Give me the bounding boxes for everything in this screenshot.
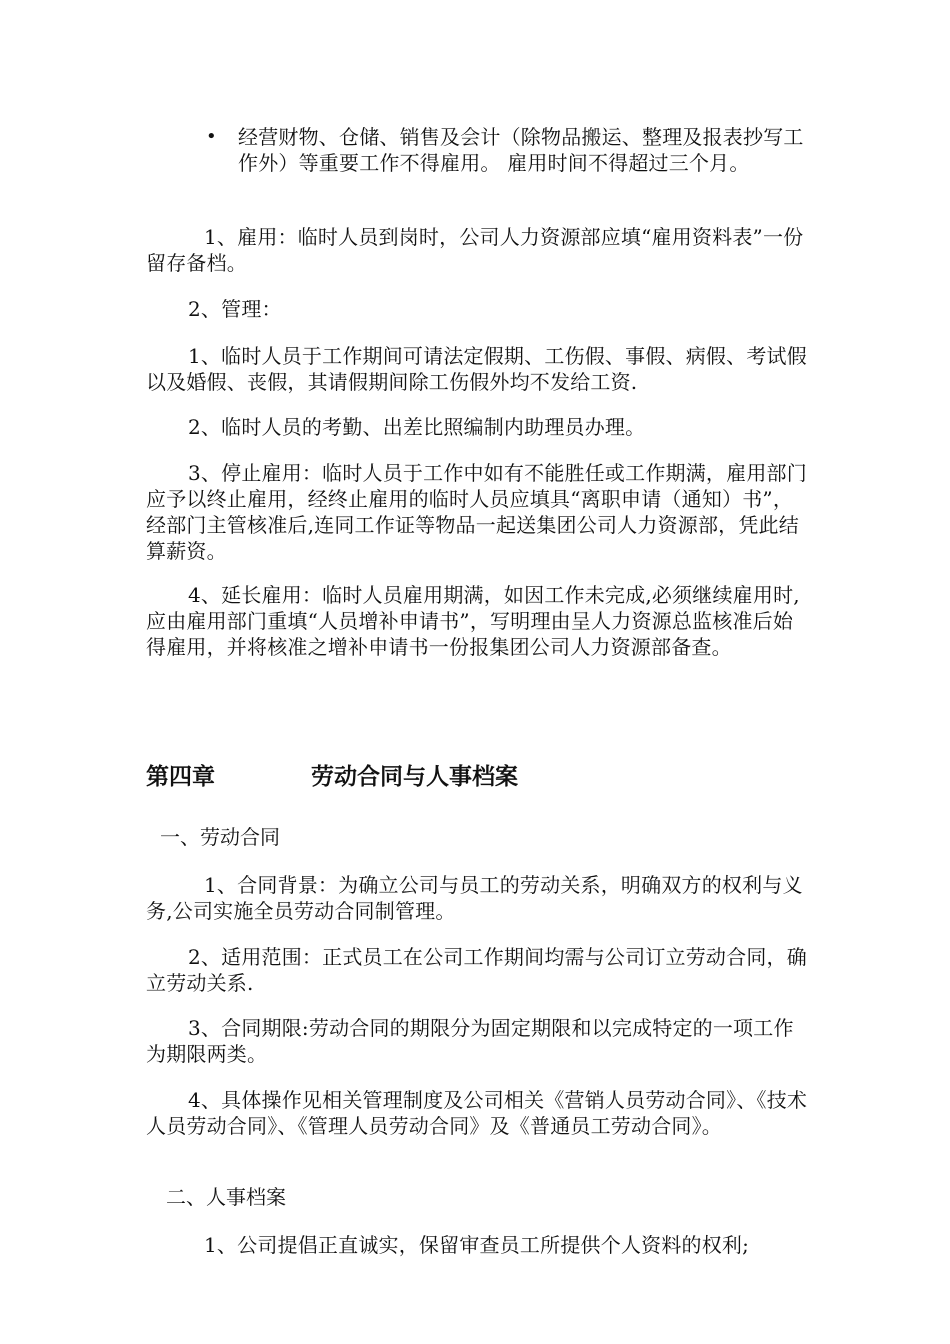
chapter-number: 第四章	[146, 764, 215, 790]
paragraph-extend: 4、延长雇用：临时人员雇用期满，如因工作未完成,必须继续雇用时,应由雇用部门重填“人员增补申请书”，写明理由呈人力资源总监核准后始得雇用，并将核准之增补申请书一份报集团公司人力资源部备查。	[146, 583, 800, 659]
paragraph-contract-background: 1、合同背景：为确立公司与员工的劳动关系，明确双方的权利与义务,公司实施全员劳动合同制管理。	[146, 873, 803, 923]
paragraph-archive-integrity: 1、公司提倡正直诚实，保留审查员工所提供个人资料的权利;	[204, 1233, 750, 1257]
paragraph-contract-term: 3、合同期限:劳动合同的期限分为固定期限和以完成特定的一项工作为期限两类。	[146, 1016, 794, 1066]
chapter-title: 劳动合同与人事档案	[311, 764, 518, 790]
paragraph-manage: 2、管理：	[188, 297, 282, 321]
paragraph-hire: 1、雇用：临时人员到岗时，公司人力资源部应填“雇用资料表”一份留存备档。	[146, 225, 804, 275]
paragraph-contract-operation: 4、具体操作见相关管理制度及公司相关《营销人员劳动合同》、《技术人员劳动合同》、《管理人员劳动合同》及《普通员工劳动合同》。	[146, 1088, 808, 1138]
bullet-icon: •	[206, 126, 217, 147]
bullet-text: 经营财物、仓储、销售及会计（除物品搬运、整理及报表抄写工作外）等重要工作不得雇用。 雇用时间不得超过三个月。	[238, 125, 804, 175]
paragraph-stop: 3、停止雇用：临时人员于工作中如有不能胜任或工作期满，雇用部门应予以终止雇用，经终止雇用的临时人员应填具“离职申请（通知）书”，经部门主管核准后,连同工作证等物品一起送集团公司人力资源部，凭此结算薪资。	[146, 461, 807, 563]
section-heading-archive: 二、人事档案	[166, 1185, 286, 1209]
paragraph-contract-scope: 2、适用范围：正式员工在公司工作期间均需与公司订立劳动合同，确立劳动关系.	[146, 945, 807, 995]
section-heading-contract: 一、劳动合同	[160, 825, 280, 849]
paragraph-leave: 1、临时人员于工作期间可请法定假期、工伤假、事假、病假、考试假以及婚假、丧假，其请假期间除工伤假外均不发给工资.	[146, 344, 807, 394]
paragraph-attendance: 2、临时人员的考勤、出差比照编制内助理员办理。	[188, 415, 646, 439]
